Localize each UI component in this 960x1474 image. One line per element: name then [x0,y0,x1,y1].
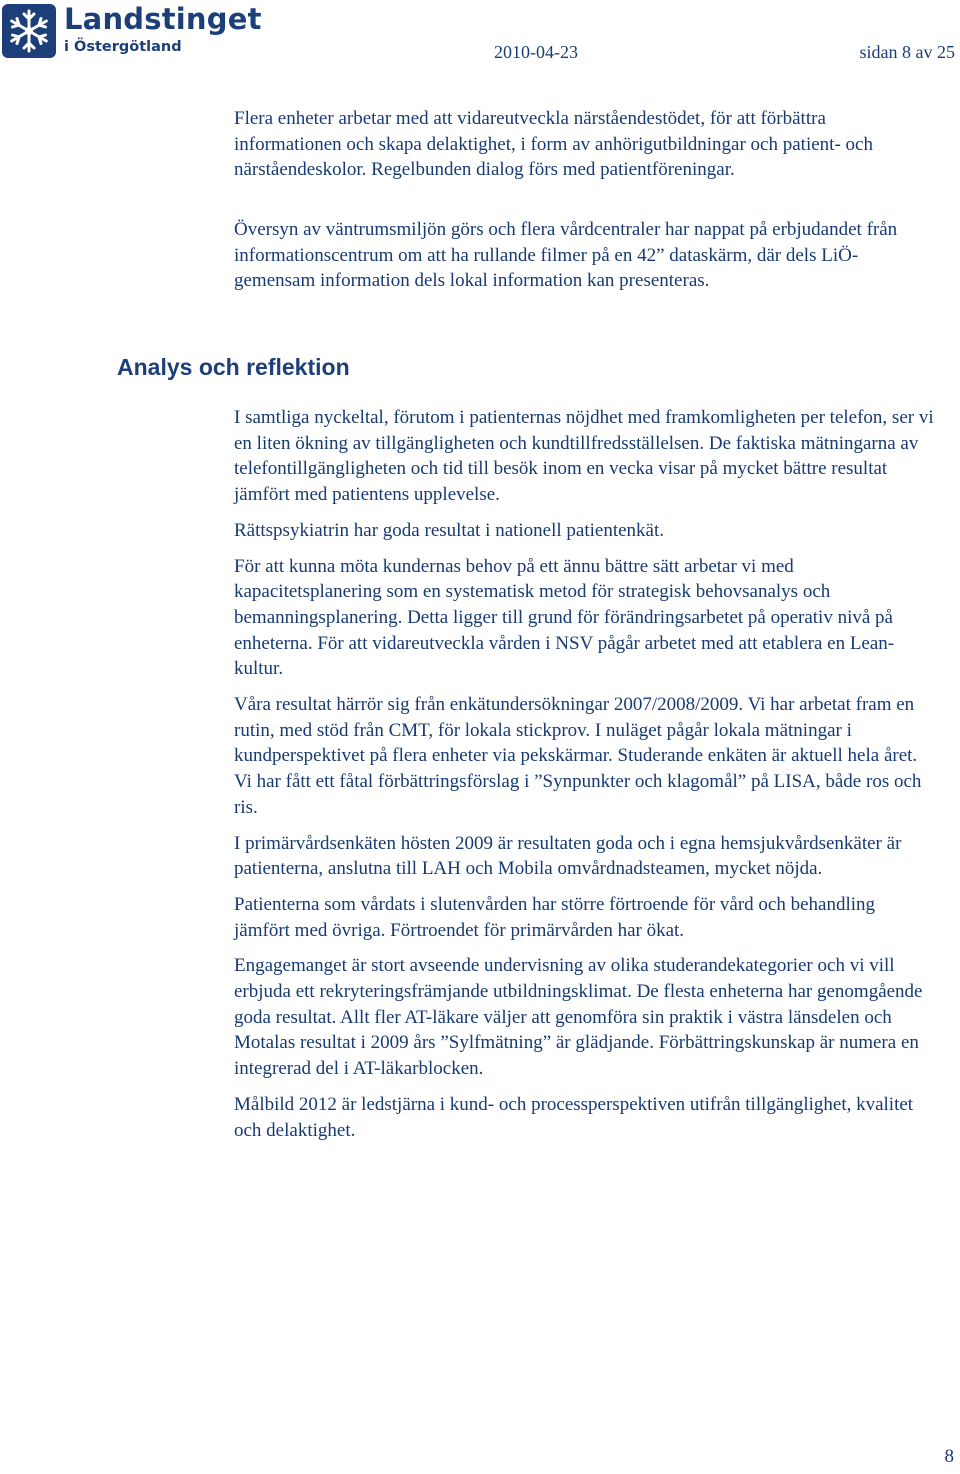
snowflake-emblem-icon [2,4,56,58]
logo-title: Landstinget [64,2,262,36]
section-heading: Analys och reflektion [117,354,350,380]
page-number: 8 [944,1446,954,1467]
paragraph-narstaendestod: Flera enheter arbetar med att vidareutveckla närståendestödet, för att förbättra informationen och skapa delaktighet, i form av anhörigutbildningar och patient- och närståendeskolor. Regelbunden dialog förs med patientföreningar. [234,108,873,181]
paragraph: Patienterna som vårdats i slutenvården har större förtroende för vård och behandling jämfört med övriga. Förtroendet för primärvården har ökat. [234,893,876,941]
analysis-body [234,405,934,1153]
logo-subtitle: i Östergötland [64,39,182,55]
paragraph: För att kunna möta kundernas behov på ett ännu bättre sätt arbetar vi med kapacitetsplanering som en systematisk metod för strategisk behovsanalys och bemanningsplanering. Detta ligger till grund för förändringsarbetet på operativ nivå på enheterna. För att vidareutveckla vården i NSV pågår arbetet med att etablera en Lean-kultur. [234,555,895,680]
paragraph: I samtliga nyckeltal, förutom i patienternas nöjdhet med framkomligheten per telefon, ser vi en liten ökning av tillgängligheten och kundtillfredsställelsen. De faktiska mätningarna av telefontillgängligheten och tid till besök inom en vecka visar på mycket bättre resultat jämfört med patientens upplevelse. [234,407,934,506]
paragraph: Rättspsykiatrin har goda resultat i nationell patientenkät. [234,519,665,541]
page-header [0,0,960,80]
header-page-info: sidan 8 av 25 [859,42,955,62]
paragraph: Engagemanget är stort avseende undervisning av olika studerandekategorier och vi vill erbjuda ett rekryteringsfrämjande utbildningsklimat. De flesta enheterna har genomgående goda resultat. Allt fler AT-läkare väljer att genomföra sin praktik i västra länsdelen och Motalas resultat i 2009 års ”Sylfmätning” är glädjande. Förbättringskunskap är numera en integrerad del i AT-läkarblocken. [234,955,923,1080]
paragraph: Våra resultat härrör sig från enkätundersökningar 2007/2008/2009. Vi har arbetat fram en rutin, med stöd från CMT, för lokala stickprov. I nuläget pågår lokala mätningar i kundperspektivet på flera enheter via pekskärmar. Studerande enkäten är aktuell hela året. Vi har fått ett fåtal förbättringsförslag i ”Synpunkter och klagomål” på LISA, både ros och ris. [234,694,922,818]
landstinget-logo [0,2,262,62]
paragraph-vantrumsmiljo: Översyn av väntrumsmiljön görs och flera vårdcentraler har nappat på erbjudandet från informationscentrum om att ha rullande filmer på en 42” dataskärm, där dels LiÖ-gemensam information dels lokal information kan presenteras. [234,219,898,292]
paragraph: I primärvårdsenkäten hösten 2009 är resultaten goda och i egna hemsjukvårdsenkäter är patienterna, anslutna till LAH och Mobila omvårdnadsteamen, mycket nöjda. [234,832,902,880]
paragraph: Målbild 2012 är ledstjärna i kund- och processperspektiven utifrån tillgänglighet, kvalitet och delaktighet. [234,1093,914,1141]
header-date: 2010-04-23 [494,42,578,62]
